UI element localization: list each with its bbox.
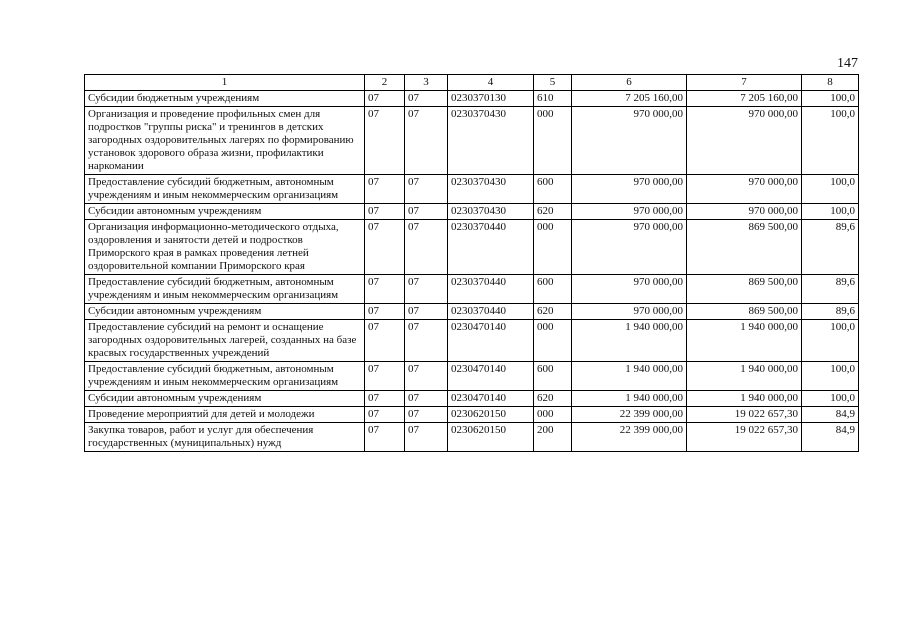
cell-expense-type: 620 [534,304,572,320]
cell-target-article: 0230620150 [448,407,534,423]
cell-subsection: 07 [405,175,448,204]
column-header-expense-type: 5 [534,75,572,91]
cell-target-article: 0230470140 [448,320,534,362]
table-row [85,362,859,391]
cell-name: Субсидии автономным учреждениям [85,391,365,407]
cell-subsection: 07 [405,275,448,304]
cell-planned-amount: 970 000,00 [572,107,687,175]
cell-name: Предоставление субсидий бюджетным, автономным учреждениям и иным некоммерческим организациям [85,362,365,391]
cell-section: 07 [365,407,405,423]
cell-planned-amount: 970 000,00 [572,220,687,275]
cell-subsection: 07 [405,304,448,320]
cell-name: Закупка товаров, работ и услуг для обеспечения государственных (муниципальных) нужд [85,423,365,452]
cell-section: 07 [365,220,405,275]
cell-expense-type: 620 [534,204,572,220]
cell-planned-amount: 22 399 000,00 [572,407,687,423]
cell-planned-amount: 7 205 160,00 [572,91,687,107]
column-header-name: 1 [85,75,365,91]
table-body [85,91,859,452]
cell-target-article: 0230370440 [448,220,534,275]
cell-execution-percent: 89,6 [802,275,859,304]
cell-subsection: 07 [405,391,448,407]
table-row [85,220,859,275]
table-row [85,175,859,204]
cell-name: Предоставление субсидий бюджетным, автономным учреждениям и иным некоммерческим организациям [85,275,365,304]
cell-name: Проведение мероприятий для детей и молодежи [85,407,365,423]
cell-execution-percent: 84,9 [802,407,859,423]
cell-section: 07 [365,175,405,204]
cell-expense-type: 610 [534,91,572,107]
cell-section: 07 [365,423,405,452]
cell-execution-percent: 100,0 [802,362,859,391]
cell-target-article: 0230470140 [448,362,534,391]
cell-expense-type: 600 [534,175,572,204]
cell-name: Субсидии автономным учреждениям [85,204,365,220]
cell-target-article: 0230370430 [448,204,534,220]
header-row [85,75,859,91]
cell-name: Субсидии автономным учреждениям [85,304,365,320]
cell-execution-percent: 89,6 [802,220,859,275]
cell-expense-type: 000 [534,107,572,175]
cell-section: 07 [365,391,405,407]
cell-subsection: 07 [405,91,448,107]
cell-execution-percent: 89,6 [802,304,859,320]
table-row [85,407,859,423]
cell-planned-amount: 970 000,00 [572,275,687,304]
cell-expense-type: 600 [534,275,572,304]
table-row [85,204,859,220]
column-header-execution-percent: 8 [802,75,859,91]
cell-expense-type: 000 [534,407,572,423]
cell-executed-amount: 970 000,00 [687,175,802,204]
cell-target-article: 0230620150 [448,423,534,452]
cell-subsection: 07 [405,407,448,423]
cell-section: 07 [365,204,405,220]
page-number: 147 [837,56,858,71]
column-header-planned-amount: 6 [572,75,687,91]
cell-target-article: 0230370440 [448,275,534,304]
cell-planned-amount: 22 399 000,00 [572,423,687,452]
cell-subsection: 07 [405,423,448,452]
cell-execution-percent: 100,0 [802,91,859,107]
cell-section: 07 [365,107,405,175]
cell-executed-amount: 7 205 160,00 [687,91,802,107]
table-row [85,423,859,452]
cell-section: 07 [365,362,405,391]
cell-name: Предоставление субсидий на ремонт и оснащение загородных оздоровительных лагерей, созданных на базе красвых государственных учреждений [85,320,365,362]
cell-subsection: 07 [405,320,448,362]
cell-expense-type: 000 [534,320,572,362]
column-header-section: 2 [365,75,405,91]
cell-name: Субсидии бюджетным учреждениям [85,91,365,107]
cell-name: Предоставление субсидий бюджетным, автономным учреждениям и иным некоммерческим организациям [85,175,365,204]
cell-planned-amount: 1 940 000,00 [572,320,687,362]
cell-expense-type: 000 [534,220,572,275]
cell-subsection: 07 [405,362,448,391]
cell-target-article: 0230370130 [448,91,534,107]
cell-expense-type: 620 [534,391,572,407]
cell-execution-percent: 84,9 [802,423,859,452]
cell-executed-amount: 19 022 657,30 [687,423,802,452]
column-header-target-article: 4 [448,75,534,91]
cell-execution-percent: 100,0 [802,391,859,407]
cell-planned-amount: 970 000,00 [572,204,687,220]
table-row [85,304,859,320]
table-row [85,391,859,407]
cell-execution-percent: 100,0 [802,107,859,175]
cell-executed-amount: 1 940 000,00 [687,362,802,391]
cell-name: Организация информационно-методического отдыха, оздоровления и занятости детей и подростков Приморского края в рамках проведения летней оздоровительной компании Приморского края [85,220,365,275]
cell-name: Организация и проведение профильных смен для подростков "группы риска" и тренингов в детских загородных оздоровительных лагерях по формированию установок здорового образа жизни, профилактики наркомании [85,107,365,175]
budget-table [84,74,859,452]
cell-expense-type: 200 [534,423,572,452]
cell-planned-amount: 970 000,00 [572,304,687,320]
cell-executed-amount: 970 000,00 [687,204,802,220]
cell-execution-percent: 100,0 [802,204,859,220]
cell-execution-percent: 100,0 [802,175,859,204]
cell-section: 07 [365,275,405,304]
cell-subsection: 07 [405,107,448,175]
cell-target-article: 0230370430 [448,107,534,175]
table-row [85,320,859,362]
cell-expense-type: 600 [534,362,572,391]
cell-planned-amount: 1 940 000,00 [572,391,687,407]
table-row [85,107,859,175]
column-header-executed-amount: 7 [687,75,802,91]
cell-target-article: 0230370430 [448,175,534,204]
cell-planned-amount: 1 940 000,00 [572,362,687,391]
cell-executed-amount: 1 940 000,00 [687,391,802,407]
cell-target-article: 0230470140 [448,391,534,407]
column-header-subsection: 3 [405,75,448,91]
cell-executed-amount: 869 500,00 [687,304,802,320]
table-row [85,91,859,107]
cell-executed-amount: 970 000,00 [687,107,802,175]
cell-section: 07 [365,304,405,320]
cell-section: 07 [365,91,405,107]
cell-executed-amount: 869 500,00 [687,275,802,304]
cell-section: 07 [365,320,405,362]
cell-execution-percent: 100,0 [802,320,859,362]
cell-executed-amount: 1 940 000,00 [687,320,802,362]
cell-subsection: 07 [405,204,448,220]
table-header [85,75,859,91]
cell-subsection: 07 [405,220,448,275]
cell-planned-amount: 970 000,00 [572,175,687,204]
table-row [85,275,859,304]
cell-executed-amount: 869 500,00 [687,220,802,275]
cell-executed-amount: 19 022 657,30 [687,407,802,423]
cell-target-article: 0230370440 [448,304,534,320]
